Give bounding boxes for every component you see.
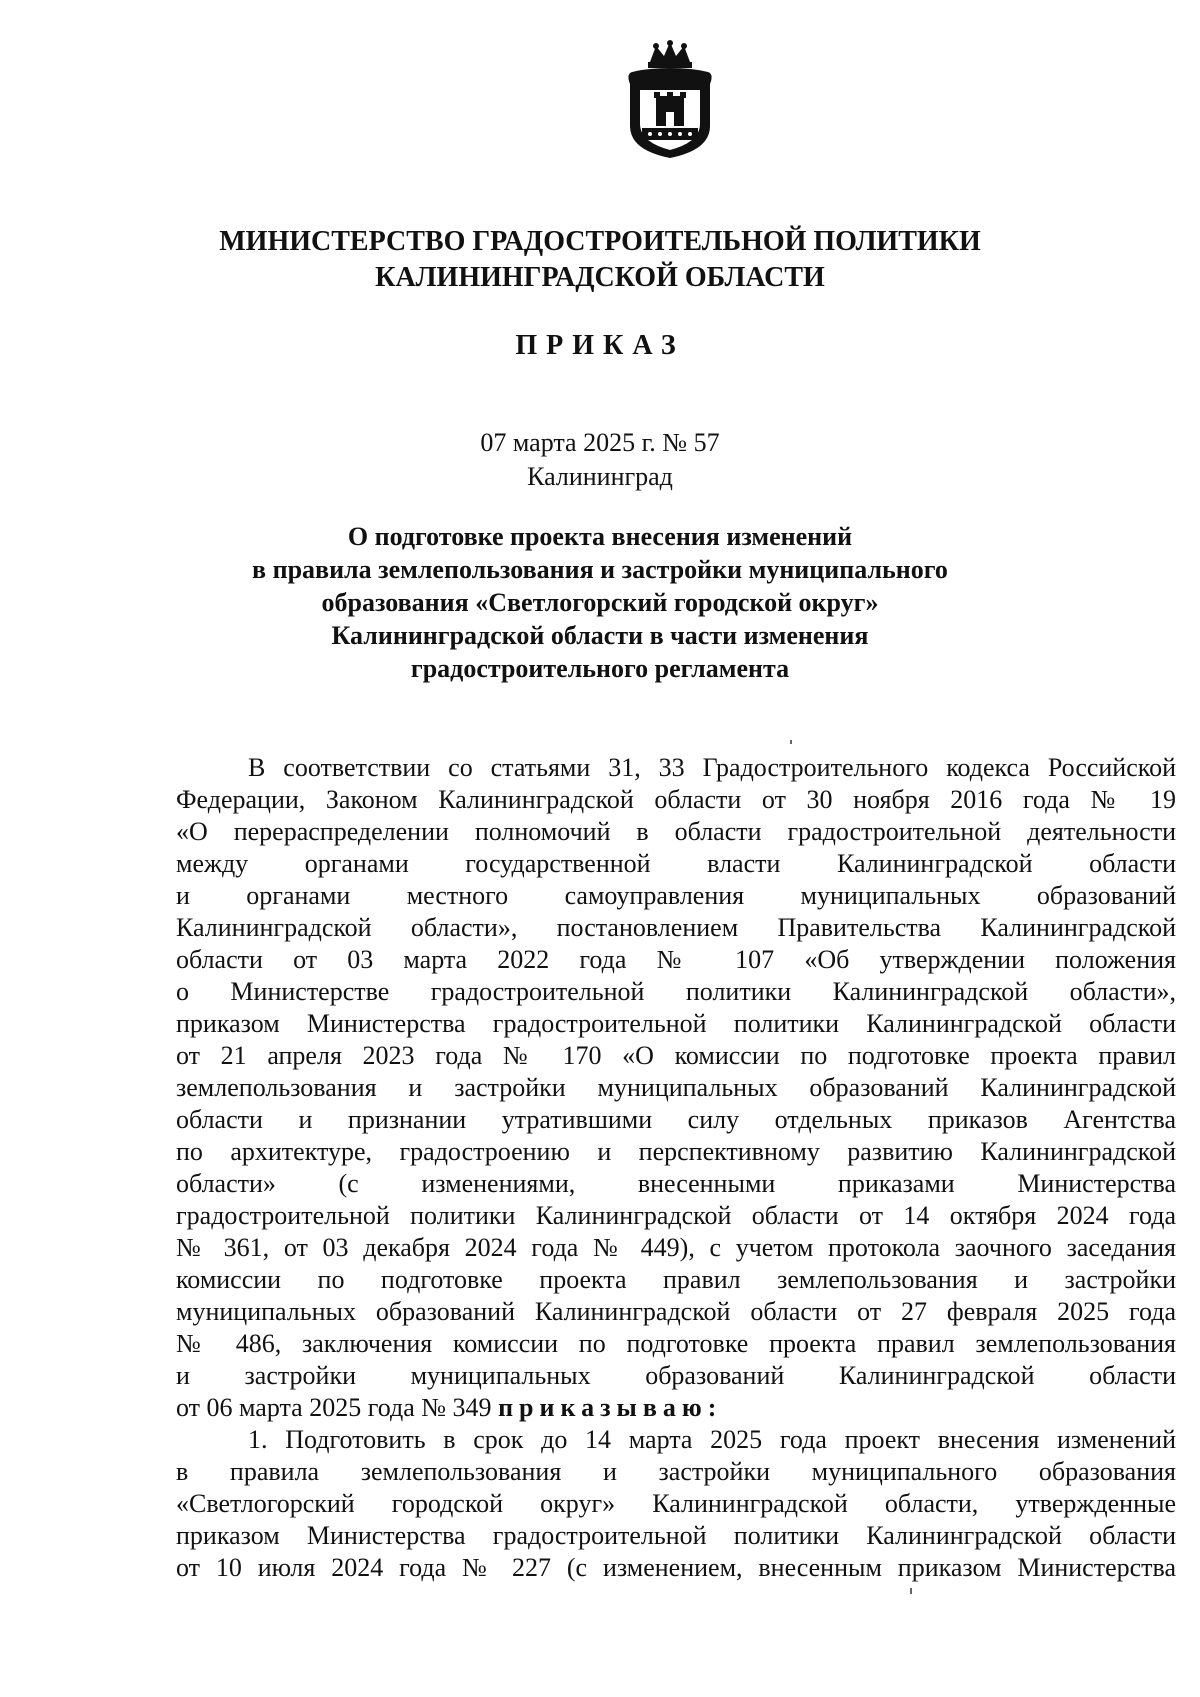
body-line: комиссии по подготовке проекта правил землепользования и застройки bbox=[176, 1265, 1176, 1294]
body-line: землепользования и застройки муниципальных образований Калининградской bbox=[176, 1073, 1176, 1102]
body-line: № 486, заключения комиссии по подготовке проекта правил землепользования bbox=[176, 1329, 1176, 1358]
scan-speck bbox=[790, 740, 792, 744]
order-title bbox=[0, 520, 1200, 685]
body-line: и застройки муниципальных образований Калининградской области bbox=[176, 1361, 1176, 1390]
title-line: в правила землепользования и застройки муниципального bbox=[252, 555, 948, 584]
body-line: приказом Министерства градостроительной политики Калининградской области bbox=[176, 1009, 1176, 1038]
body-line: от 21 апреля 2023 года № 170 «О комиссии по подготовке проекта правил bbox=[176, 1041, 1176, 1070]
title-line: образования «Светлогорский городской округ» bbox=[321, 588, 879, 617]
scan-speck bbox=[910, 1588, 912, 1594]
item-1-line: «Светлогорский городской округ» Калининградской области, утвержденные bbox=[176, 1489, 1176, 1518]
body-line: области и признании утратившими силу отдельных приказов Агентства bbox=[176, 1105, 1176, 1134]
body-line: В соответствии со статьями 31, 33 Градостроительного кодекса Российской bbox=[248, 753, 1176, 782]
title-line: градостроительного регламента bbox=[410, 654, 790, 683]
order-body bbox=[176, 752, 1176, 1584]
body-line: Калининградской области», постановлением Правительства Калининградской bbox=[176, 913, 1176, 942]
date-and-place bbox=[0, 426, 1200, 494]
body-line: области» (с изменениями, внесенными приказами Министерства bbox=[176, 1169, 1176, 1198]
body-final-line bbox=[176, 1392, 1176, 1424]
item-1-line: приказом Министерства градостроительной политики Калининградской области bbox=[176, 1521, 1176, 1550]
body-line: и органами местного самоуправления муниципальных образований bbox=[176, 881, 1176, 910]
body-line: муниципальных образований Калининградской области от 27 февраля 2025 года bbox=[176, 1297, 1176, 1326]
body-line: области от 03 марта 2022 года № 107 «Об утверждении положения bbox=[176, 945, 1176, 974]
item-1-line: в правила землепользования и застройки муниципального образования bbox=[176, 1457, 1176, 1486]
ministry-line-1: МИНИСТЕРСТВО ГРАДОСТРОИТЕЛЬНОЙ ПОЛИТИКИ bbox=[219, 226, 981, 257]
title-line: О подготовке проекта внесения изменений bbox=[347, 522, 853, 551]
body-final-text: от 06 марта 2025 года № 349 bbox=[176, 1393, 499, 1422]
item-1-line: от 10 июля 2024 года № 227 (с изменением, внесенным приказом Министерства bbox=[176, 1553, 1176, 1582]
body-line: по архитектуре, градостроению и перспективному развитию Калининградской bbox=[176, 1137, 1176, 1166]
body-line: между органами государственной власти Калининградской области bbox=[176, 849, 1176, 878]
body-line: № 361, от 03 декабря 2024 года № 449), с учетом протокола заочного заседания bbox=[176, 1233, 1176, 1262]
document-type: ПРИКАЗ bbox=[515, 330, 685, 361]
order-keyword: приказываю: bbox=[498, 1393, 723, 1422]
body-line: о Министерстве градостроительной политики Калининградской области», bbox=[176, 977, 1176, 1006]
item-1-line: 1. Подготовить в срок до 14 марта 2025 года проект внесения изменений bbox=[248, 1425, 1176, 1454]
ministry-name bbox=[0, 224, 1200, 296]
date-number: 07 марта 2025 г. № 57 bbox=[480, 428, 720, 457]
body-line: Федерации, Законом Калининградской области от 30 ноября 2016 года № 19 bbox=[176, 785, 1176, 814]
body-line: «О перераспределении полномочий в области градостроительной деятельности bbox=[176, 817, 1176, 846]
title-line: Калининградской области в части изменения bbox=[331, 621, 869, 650]
body-line: градостроительной политики Калининградской области от 14 октября 2024 года bbox=[176, 1201, 1176, 1230]
ministry-line-2: КАЛИНИНГРАДСКОЙ ОБЛАСТИ bbox=[375, 262, 825, 293]
kaliningrad-coat-of-arms-icon bbox=[622, 40, 718, 160]
city: Калининград bbox=[527, 462, 673, 491]
